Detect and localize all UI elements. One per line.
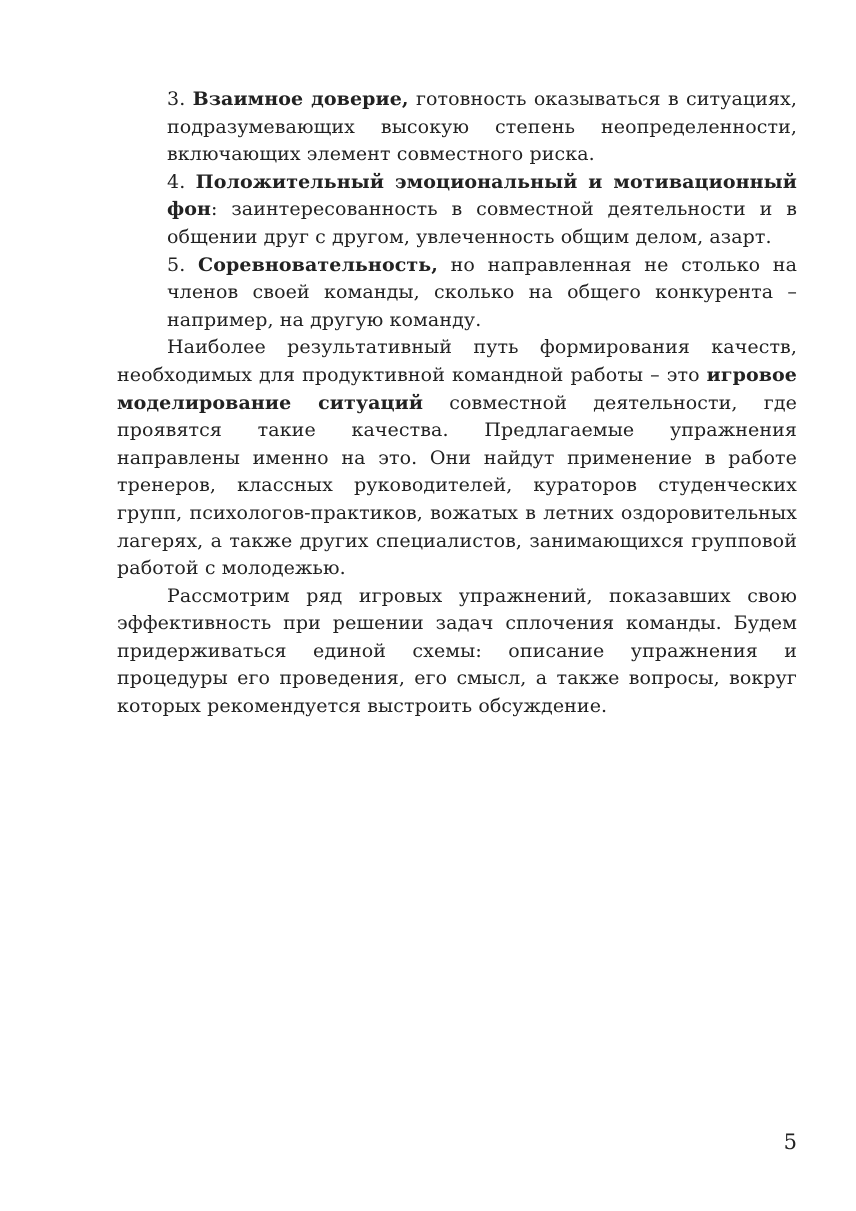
paragraph-bold-term: игровое моделирование ситуаций: [117, 363, 797, 414]
list-item-term: Взаимное доверие,: [192, 88, 409, 110]
list-item-term: Соревновательность,: [198, 253, 438, 276]
list-item-number: 5.: [167, 253, 186, 276]
list-item-term: Положительный эмоциональный и мотивационный фон: [167, 170, 798, 221]
list-item-text: готовность оказываться в ситуациях, подразумевающих высокую степень неопределенности, включающих элемент совместного риска.: [167, 88, 797, 166]
list-item-text: но направленная не столько на членов своей команды, сколько на общего конкурента – например, на другую команду.: [167, 253, 797, 331]
list-item-number: 3.: [167, 88, 186, 110]
list-item-text: : заинтересованность в совместной деятельности и в общении друг с другом, увлеченность общим делом, азарт.: [167, 198, 797, 248]
paragraph-exercises-intro: [117, 583, 797, 721]
paragraph-game-modeling: [117, 334, 797, 582]
list-item-competitiveness: [117, 252, 797, 335]
list-item-trust: [117, 86, 797, 169]
paragraph-text-before: Наиболее результативный путь формирования качеств, необходимых для продуктивной командной работы – это: [117, 336, 797, 386]
paragraph-text-after: совместной деятельности, где проявятся такие качества. Предлагаемые упражнения направлены именно на это. Они найдут применение в работе тренеров, классных руководителей, кураторов студенческих групп, психологов-практиков, вожатых в летних оздоровительных лагерях, а также других специалистов, занимающихся групповой работой с молодежью.: [117, 391, 797, 580]
paragraph-text: Рассмотрим ряд игровых упражнений, показавших свою эффективность при решении задач сплочения команды. Будем придерживаться единой схемы: описание упражнения и процедуры его проведения, его смысл, а также вопросы, вокруг которых рекомендуется выстроить обсуждение.: [117, 584, 797, 718]
page-number: 5: [783, 1130, 797, 1154]
list-item-emotional-background: [117, 169, 797, 252]
list-item-number: 4.: [167, 170, 186, 193]
text-column: [117, 86, 797, 721]
